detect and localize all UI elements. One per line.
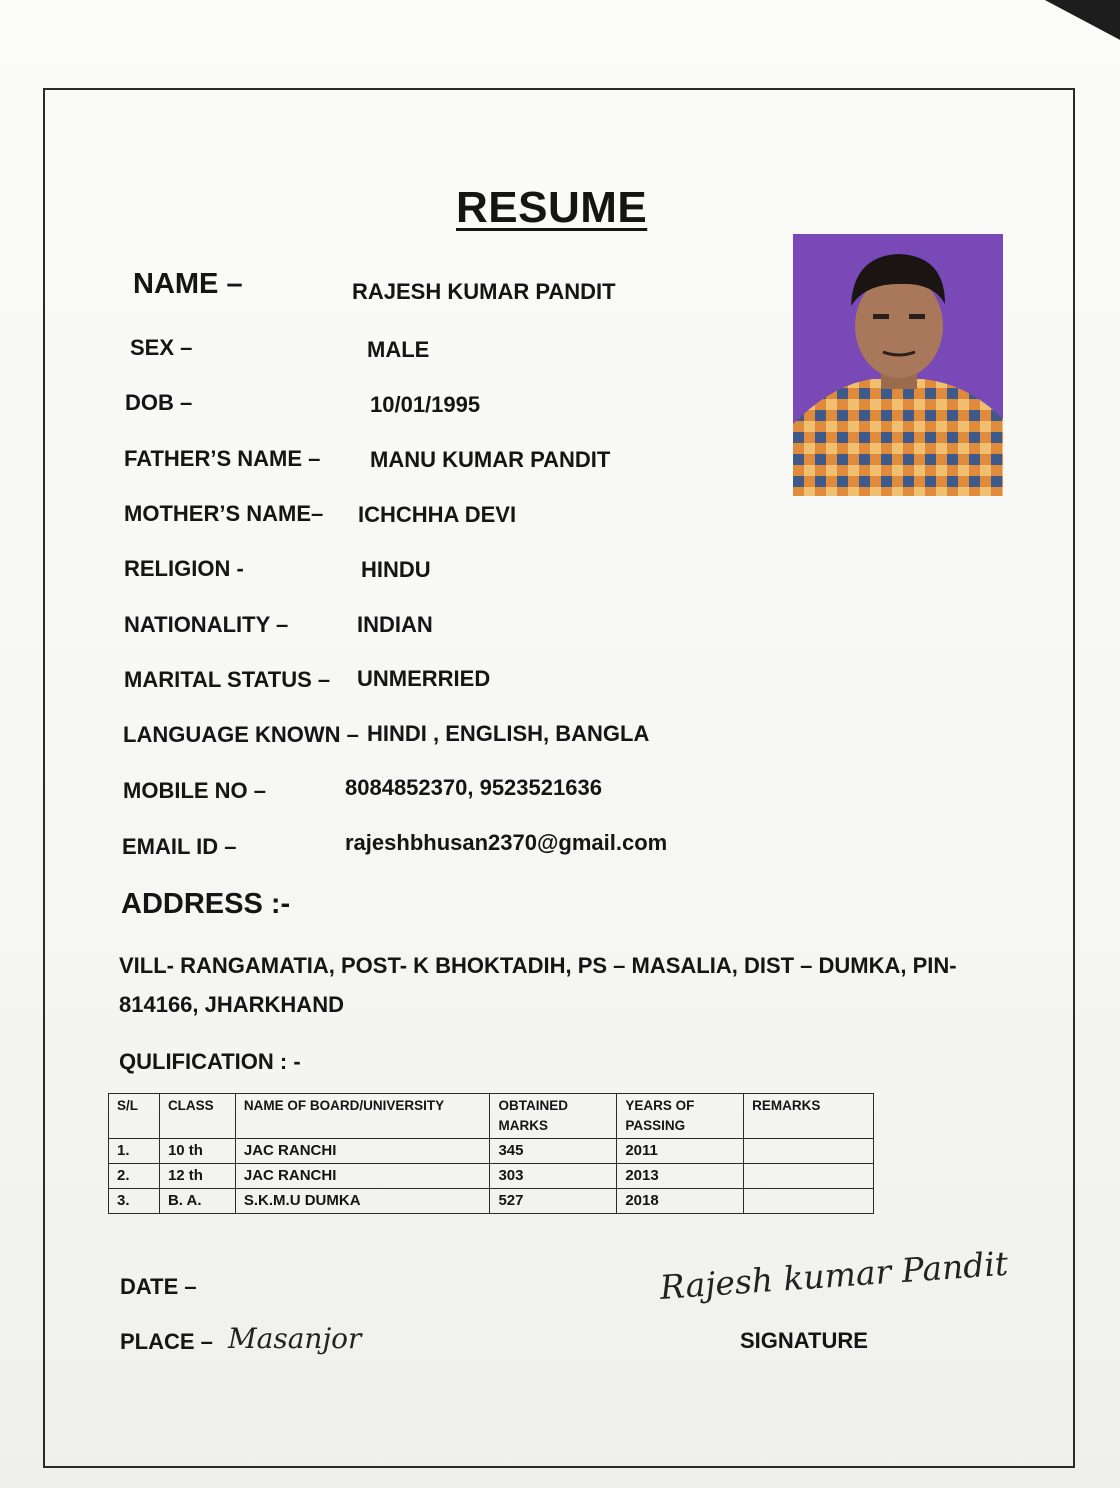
column-header: NAME OF BOARD/UNIVERSITY — [235, 1094, 490, 1139]
table-row — [109, 1139, 874, 1164]
signature-label: SIGNATURE — [740, 1328, 868, 1353]
year-cell: 2011 — [617, 1139, 744, 1164]
resume-title: RESUME — [456, 183, 648, 232]
column-header: REMARKS — [744, 1094, 874, 1139]
person-photo-icon — [793, 234, 1003, 496]
email-id-label: EMAIL ID – — [122, 834, 237, 859]
fathers-name-value: MANU KUMAR PANDIT — [370, 447, 611, 472]
remarks-cell — [744, 1164, 874, 1189]
place-value: Masanjor — [228, 1322, 362, 1355]
board-cell: JAC RANCHI — [235, 1139, 490, 1164]
religion-label: RELIGION - — [124, 556, 244, 581]
sl-cell: 2. — [109, 1164, 160, 1189]
sl-cell: 1. — [109, 1139, 160, 1164]
scan-corner-shadow — [1023, 0, 1120, 45]
religion-value: HINDU — [361, 557, 431, 582]
address-heading: ADDRESS :- — [121, 888, 291, 920]
mothers-name-label: MOTHER’S NAME– — [124, 501, 324, 526]
dob-value: 10/01/1995 — [370, 392, 481, 417]
sex-value: MALE — [367, 337, 430, 362]
email-id-value: rajeshbhusan2370@gmail.com — [345, 830, 668, 855]
handwritten-signature: Rajesh kumar Pandit — [658, 1243, 1010, 1307]
marital-status-value: UNMERRIED — [357, 666, 491, 691]
table-header-row — [109, 1094, 874, 1139]
remarks-cell — [744, 1139, 874, 1164]
marks-cell: 303 — [490, 1164, 617, 1189]
name-label: NAME – — [133, 268, 243, 300]
sl-cell: 3. — [109, 1189, 160, 1214]
mobile-no-value: 8084852370, 9523521636 — [345, 775, 602, 800]
table-row — [109, 1189, 874, 1214]
column-header: YEARS OF PASSING — [617, 1094, 744, 1139]
table-row — [109, 1164, 874, 1189]
language-known-label: LANGUAGE KNOWN – — [123, 722, 359, 747]
class-cell: 12 th — [159, 1164, 235, 1189]
year-cell: 2018 — [617, 1189, 744, 1214]
remarks-cell — [744, 1189, 874, 1214]
sex-label: SEX – — [130, 335, 193, 360]
address-line-1: VILL- RANGAMATIA, POST- K BHOKTADIH, PS – MASALIA, DIST – DUMKA, PIN- — [119, 953, 957, 978]
marks-cell: 345 — [490, 1139, 617, 1164]
nationality-value: INDIAN — [357, 612, 433, 637]
name-value: RAJESH KUMAR PANDIT — [352, 279, 616, 304]
mothers-name-value: ICHCHHA DEVI — [358, 502, 517, 527]
place-label: PLACE – — [120, 1329, 213, 1354]
year-cell: 2013 — [617, 1164, 744, 1189]
address-line-2: 814166, JHARKHAND — [119, 992, 344, 1017]
nationality-label: NATIONALITY – — [124, 612, 289, 637]
profile-photo — [793, 234, 1003, 496]
column-header: S/L — [109, 1094, 160, 1139]
board-cell: S.K.M.U DUMKA — [235, 1189, 490, 1214]
qualification-table — [108, 1093, 874, 1214]
column-header: CLASS — [159, 1094, 235, 1139]
mobile-no-label: MOBILE NO – — [123, 778, 267, 803]
dob-label: DOB – — [125, 390, 193, 415]
marital-status-label: MARITAL STATUS – — [124, 667, 331, 692]
board-cell: JAC RANCHI — [235, 1164, 490, 1189]
column-header: OBTAINED MARKS — [490, 1094, 617, 1139]
language-known-value: HINDI , ENGLISH, BANGLA — [367, 721, 650, 746]
class-cell: 10 th — [159, 1139, 235, 1164]
fathers-name-label: FATHER’S NAME – — [124, 446, 321, 471]
class-cell: B. A. — [159, 1189, 235, 1214]
marks-cell: 527 — [490, 1189, 617, 1214]
qualification-heading: QULIFICATION : - — [119, 1049, 301, 1074]
date-label: DATE – — [120, 1274, 197, 1299]
